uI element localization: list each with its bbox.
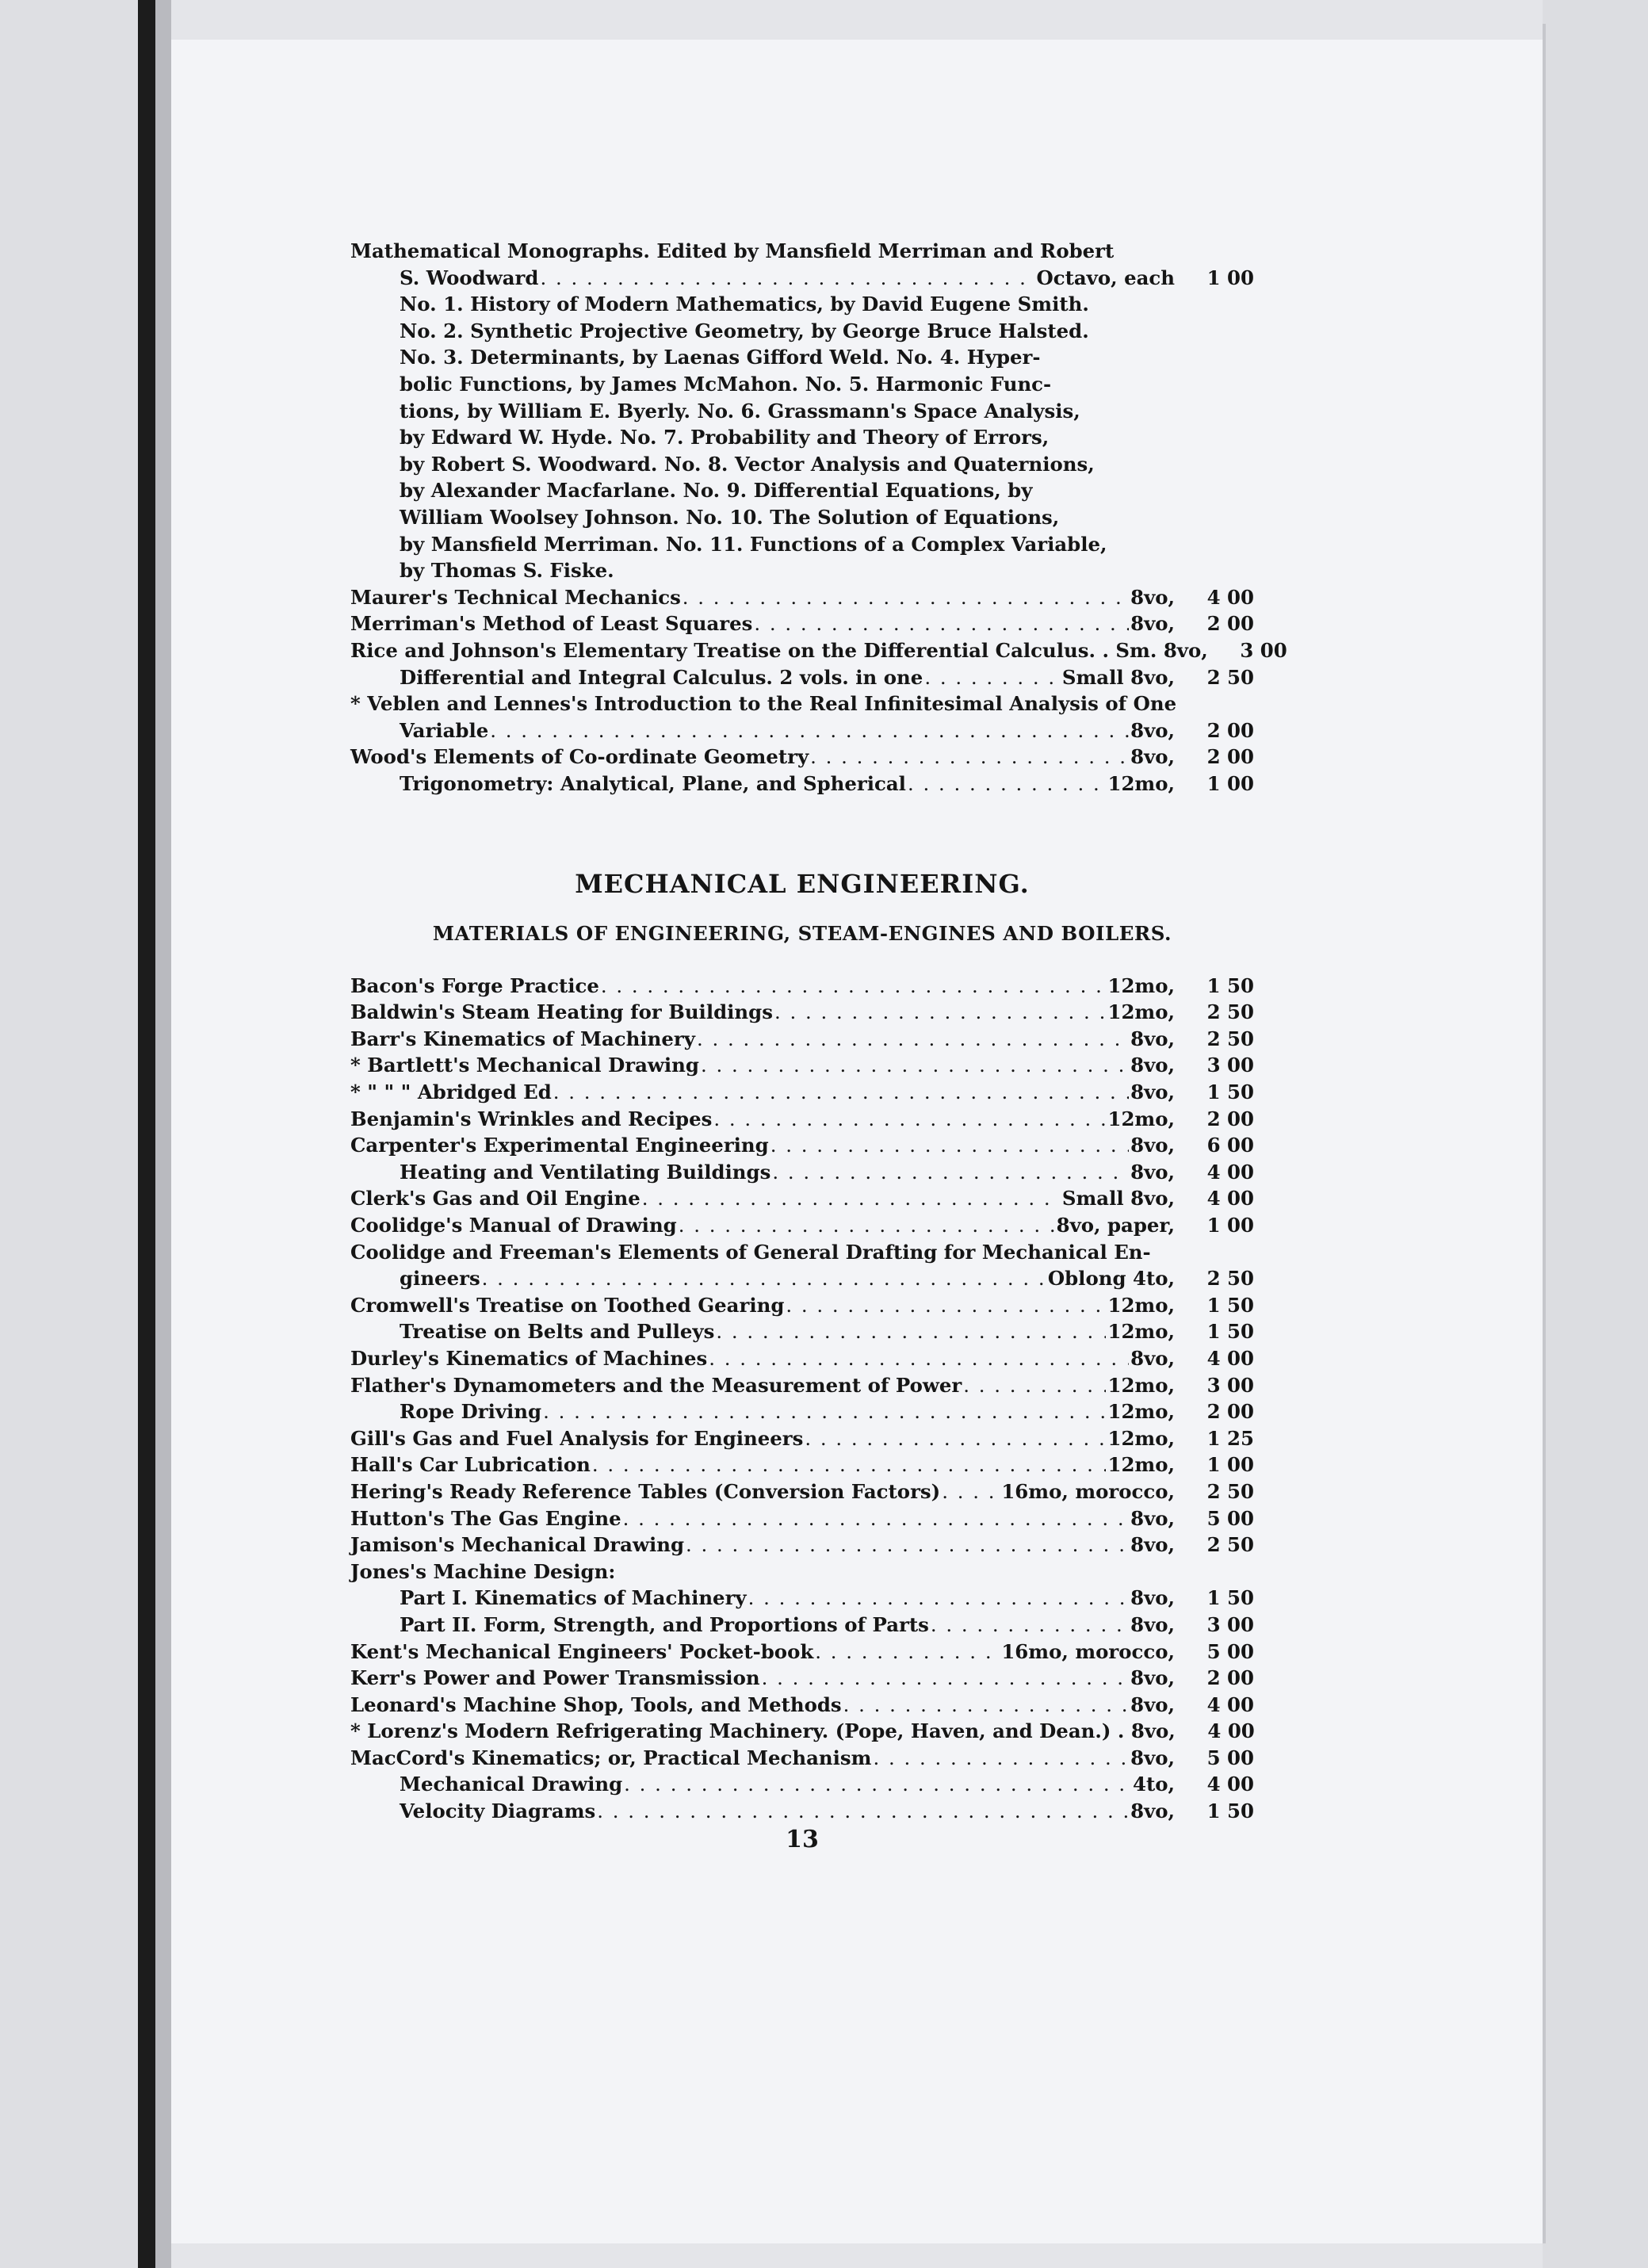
entry-title: Carpenter's Experimental Engineering — [350, 1134, 769, 1157]
entry-title: Kerr's Power and Power Transmission — [350, 1666, 760, 1690]
entry-price: 2 50 — [1206, 665, 1254, 689]
entry-title: Durley's Kinematics of Machines — [350, 1346, 708, 1370]
catalog-entry — [350, 610, 1254, 637]
leader-dots — [873, 1745, 1129, 1772]
catalog-entry — [350, 1718, 1254, 1745]
leader-dots — [762, 1665, 1130, 1692]
entry-format: 8vo, — [1130, 1612, 1175, 1636]
mono-line: by Robert S. Woodward. No. 8. Vector Analysis and Quaternions, — [400, 452, 1095, 476]
catalog-entry — [350, 637, 1287, 664]
entry-price: 1 00 — [1206, 1214, 1254, 1237]
catalog-entry — [350, 999, 1254, 1026]
book-binding-shadow — [138, 0, 155, 2268]
entry-format: 8vo, — [1130, 1027, 1175, 1050]
monograph-list — [350, 291, 1254, 584]
entry-title: Barr's Kinematics of Machinery — [350, 1027, 695, 1050]
entry-format: 8vo, — [1130, 1080, 1175, 1104]
mono-line: by Thomas S. Fiske. — [400, 559, 614, 583]
entry-title: Hutton's The Gas Engine — [350, 1506, 621, 1530]
mono-line: bolic Functions, by James McMahon. No. 5. Harmonic Func- — [400, 372, 1052, 396]
entry-title: Leonard's Machine Shop, Tools, and Methods — [350, 1692, 842, 1716]
entry-format: 8vo, — [1130, 1054, 1175, 1077]
catalog-entry — [350, 1665, 1254, 1692]
leader-dots — [931, 1612, 1129, 1639]
catalog-entry — [350, 1692, 1254, 1719]
entry-price: 3 00 — [1206, 1373, 1254, 1397]
catalog-entry — [350, 1505, 1254, 1532]
entry-price: 5 00 — [1206, 1746, 1254, 1769]
entry-title: Differential and Integral Calculus. 2 vols. in one — [400, 665, 923, 689]
coolidge-line1: Coolidge and Freeman's Elements of General Drafting for Mechanical En- — [350, 1240, 1151, 1264]
entry-price: 1 50 — [1206, 1799, 1254, 1823]
mono-title-line1: Mathematical Monographs. Edited by Mansfield Merriman and Robert — [350, 239, 1115, 262]
leader-dots — [805, 1425, 1106, 1452]
leader-dots — [716, 1318, 1106, 1345]
entry-format: 8vo, — [1130, 1692, 1175, 1716]
mono-line: by Alexander Macfarlane. No. 9. Differential Equations, by — [400, 479, 1033, 503]
entry-format: 8vo, — [1130, 1506, 1175, 1530]
mono-line: No. 3. Determinants, by Laenas Gifford Weld. No. 4. Hyper- — [400, 346, 1041, 369]
catalog-entry — [350, 1425, 1254, 1452]
catalog-entry — [350, 1612, 1254, 1639]
entry-title: Coolidge's Manual of Drawing — [350, 1214, 677, 1237]
entry-price: 2 00 — [1206, 718, 1254, 742]
catalog-entry — [350, 1532, 1254, 1559]
section-subheading: MATERIALS OF ENGINEERING, STEAM-ENGINES AND BOILERS. — [432, 922, 1172, 946]
leader-dots — [908, 771, 1107, 797]
entries-group-d — [350, 1639, 1254, 1772]
catalog-entry — [350, 1798, 1254, 1825]
entry-price: 4 00 — [1207, 1719, 1255, 1743]
entry-format: 8vo, — [1130, 745, 1175, 769]
leader-dots — [490, 717, 1129, 744]
entry-price: 2 00 — [1206, 1400, 1254, 1424]
leader-dots — [642, 1185, 1061, 1212]
entry-format: 12mo, — [1107, 1400, 1175, 1424]
leader-dots — [924, 664, 1061, 691]
catalog-entry — [350, 664, 1254, 691]
entry-format: 8vo, — [1130, 1134, 1175, 1157]
mono-line: by Edward W. Hyde. No. 7. Probability and Theory of Errors, — [400, 426, 1050, 449]
entry-title: Gill's Gas and Fuel Analysis for Engineers — [350, 1426, 804, 1450]
entry-title: gineers — [400, 1267, 480, 1291]
entry-format: 12mo, — [1107, 1320, 1175, 1344]
entry-format: 8vo, — [1130, 1346, 1175, 1370]
entry-price: 1 50 — [1206, 973, 1254, 997]
entry-format: Small 8vo, — [1061, 665, 1175, 689]
entry-format: 16mo, morocco, — [1001, 1479, 1175, 1503]
entry-title: Variable — [400, 718, 489, 742]
leader-dots — [601, 973, 1107, 1000]
catalog-entry — [350, 1052, 1254, 1079]
entry-price: 6 00 — [1206, 1134, 1254, 1157]
entry-format: 8vo, — [1130, 612, 1175, 636]
entry-price: 2 00 — [1206, 1666, 1254, 1690]
mono-title-entry — [350, 265, 1254, 292]
entry-title: Mechanical Drawing — [400, 1773, 623, 1796]
leader-dots — [942, 1478, 1000, 1505]
entry-format: 8vo, — [1130, 1533, 1175, 1557]
entry-price: 2 50 — [1206, 1267, 1254, 1291]
entry-format: Oblong 4to, — [1047, 1267, 1175, 1291]
leader-dots — [772, 1159, 1129, 1186]
entry-price: 2 00 — [1206, 612, 1254, 636]
entry-format: 12mo, — [1107, 1453, 1175, 1477]
entry-title: Part I. Kinematics of Machinery — [400, 1586, 747, 1610]
entry-price: 5 00 — [1206, 1506, 1254, 1530]
entry-format: 12mo, — [1107, 1293, 1175, 1317]
entry-format: 12mo, — [1107, 973, 1175, 997]
entry-title: Trigonometry: Analytical, Plane, and Spherical — [400, 771, 906, 795]
mono-line: No. 1. History of Modern Mathematics, by David Eugene Smith. — [400, 293, 1089, 316]
entry-title: Heating and Ventilating Buildings — [400, 1160, 771, 1184]
leader-dots — [963, 1372, 1106, 1399]
leader-dots — [623, 1505, 1129, 1532]
catalog-entry — [350, 1292, 1254, 1319]
entry-title: Part II. Form, Strength, and Proportions of Parts — [400, 1612, 929, 1636]
entry-title: Rice and Johnson's Elementary Treatise on the Differential Calculus. . Sm. 8vo, — [350, 638, 1208, 662]
entry-title: Kent's Mechanical Engineers' Pocket-book — [350, 1639, 814, 1663]
entry-format: 4to, — [1133, 1773, 1175, 1796]
entry-title: Rope Driving — [400, 1400, 542, 1424]
mono-line: William Woolsey Johnson. No. 10. The Solution of Equations, — [400, 505, 1060, 529]
entry-price: 4 00 — [1206, 1346, 1254, 1370]
catalog-entry — [350, 1026, 1254, 1053]
entry-price: 2 50 — [1206, 1533, 1254, 1557]
entry-format: 8vo, — [1130, 1666, 1175, 1690]
mono-line: tions, by William E. Byerly. No. 6. Grassmann's Space Analysis, — [400, 399, 1080, 423]
leader-dots — [786, 1292, 1106, 1319]
leader-dots — [709, 1345, 1129, 1372]
entry-format: 8vo, — [1130, 718, 1175, 742]
binding-edge — [155, 0, 171, 2268]
entry-format: Octavo, each — [1036, 266, 1175, 289]
entry-price: 4 00 — [1206, 585, 1254, 609]
leader-dots — [624, 1771, 1131, 1798]
entry-price: 4 00 — [1206, 1773, 1254, 1796]
entries-group-a — [350, 973, 1254, 1239]
leader-dots — [597, 1798, 1129, 1825]
entry-title: * Lorenz's Modern Refrigerating Machinery. (Pope, Haven, and Dean.) . 8vo, — [350, 1719, 1176, 1743]
entry-price: 1 50 — [1206, 1586, 1254, 1610]
entry-title: S. Woodward — [400, 266, 539, 289]
section-heading: MECHANICAL ENGINEERING. — [575, 869, 1030, 900]
entry-title: Bacon's Forge Practice — [350, 973, 599, 997]
catalog-entry — [350, 1132, 1254, 1159]
leader-dots — [748, 1585, 1129, 1612]
leader-dots — [592, 1451, 1107, 1478]
entry-price: 3 00 — [1206, 1612, 1254, 1636]
leader-dots — [553, 1079, 1129, 1106]
entry-title: Maurer's Technical Mechanics — [350, 585, 681, 609]
entry-format: 8vo, paper, — [1056, 1214, 1175, 1237]
catalog-entry — [350, 1451, 1254, 1478]
entry-title: Merriman's Method of Least Squares — [350, 612, 753, 636]
entry-format: 12mo, — [1107, 771, 1175, 795]
page-number: 13 — [786, 1825, 819, 1853]
entry-title: Flather's Dynamometers and the Measurement of Power — [350, 1373, 962, 1397]
entry-title: Wood's Elements of Co-ordinate Geometry — [350, 745, 809, 769]
leader-dots — [543, 1398, 1106, 1425]
entry-format: 12mo, — [1107, 1107, 1175, 1130]
entries-group-b — [350, 1292, 1254, 1559]
catalog-entry — [350, 1185, 1254, 1212]
catalog-entry — [350, 1106, 1254, 1133]
entry-price: 1 25 — [1206, 1426, 1254, 1450]
leader-dots — [713, 1106, 1106, 1133]
leader-dots — [770, 1132, 1129, 1159]
entry-format: 12mo, — [1107, 1373, 1175, 1397]
entry-format: 8vo, — [1130, 1799, 1175, 1823]
entry-title: Jamison's Mechanical Drawing — [350, 1533, 685, 1557]
catalog-entry — [350, 1478, 1254, 1505]
entry-title: * " " " Abridged Ed — [350, 1080, 552, 1104]
veblen-line1: * Veblen and Lennes's Introduction to the Real Infinitesimal Analysis of One — [350, 692, 1177, 716]
catalog-entry — [350, 1771, 1254, 1798]
entry-format: 8vo, — [1130, 1586, 1175, 1610]
page-right-edge — [1543, 24, 1546, 2243]
entry-price: 1 50 — [1206, 1293, 1254, 1317]
entry-price: 2 50 — [1206, 1027, 1254, 1050]
scan-left-margin — [0, 0, 138, 2268]
entry-title: * Bartlett's Mechanical Drawing — [350, 1054, 699, 1077]
entry-title: Baldwin's Steam Heating for Buildings — [350, 1000, 773, 1024]
entry-price: 2 50 — [1206, 1000, 1254, 1024]
entry-price: 3 00 — [1206, 1054, 1254, 1077]
catalog-entry — [350, 771, 1254, 797]
entry-price: 1 50 — [1206, 1320, 1254, 1344]
catalog-entry — [350, 1585, 1254, 1612]
entry-format: 8vo, — [1130, 585, 1175, 609]
leader-dots — [701, 1052, 1129, 1079]
catalog-entry — [350, 1372, 1254, 1399]
leader-dots — [754, 610, 1129, 637]
entry-price: 1 50 — [1206, 1080, 1254, 1104]
jones-title: Jones's Machine Design: — [350, 1559, 616, 1583]
entry-price: 1 00 — [1206, 266, 1254, 289]
catalog-entry — [350, 1345, 1254, 1372]
catalog-entry — [350, 1265, 1254, 1292]
entry-format: 16mo, morocco, — [1001, 1639, 1175, 1663]
entry-price: 5 00 — [1206, 1639, 1254, 1663]
catalog-entry — [350, 744, 1254, 771]
scan-right-margin — [1543, 0, 1648, 2268]
entry-title: Benjamin's Wrinkles and Recipes — [350, 1107, 713, 1130]
entry-price: 2 00 — [1206, 1107, 1254, 1130]
entry-title: Hering's Ready Reference Tables (Conversion Factors) — [350, 1479, 941, 1503]
entry-format: 8vo, — [1130, 1746, 1175, 1769]
leader-dots — [679, 1212, 1055, 1239]
entry-price: 2 50 — [1206, 1479, 1254, 1503]
entries-group-c — [350, 1585, 1254, 1638]
catalog-entry — [350, 1079, 1254, 1106]
entry-price: 4 00 — [1206, 1187, 1254, 1210]
entry-title: Velocity Diagrams — [400, 1799, 596, 1823]
leader-dots — [843, 1692, 1129, 1719]
entries-group-e — [350, 1771, 1254, 1824]
entry-format: 8vo, — [1130, 1160, 1175, 1184]
entry-price: 3 00 — [1240, 638, 1287, 662]
catalog-entry — [350, 584, 1254, 611]
catalog-entry — [350, 1212, 1254, 1239]
catalog-entry — [350, 717, 1254, 744]
entry-title: Clerk's Gas and Oil Engine — [350, 1187, 640, 1210]
catalog-entry — [350, 1398, 1254, 1425]
leader-dots — [683, 584, 1129, 611]
mono-line: No. 2. Synthetic Projective Geometry, by George Bruce Halsted. — [400, 319, 1089, 342]
leader-dots — [815, 1639, 1000, 1666]
mono-line: by Mansfield Merriman. No. 11. Functions of a Complex Variable, — [400, 532, 1107, 556]
leader-dots — [697, 1026, 1129, 1053]
entry-title: Cromwell's Treatise on Toothed Gearing — [350, 1293, 785, 1317]
entry-price: 4 00 — [1206, 1692, 1254, 1716]
entry-title: Treatise on Belts and Pulleys — [400, 1320, 715, 1344]
entry-title: Hall's Car Lubrication — [350, 1453, 591, 1477]
catalog-entry — [350, 973, 1254, 1000]
catalog-entry — [350, 1159, 1254, 1186]
entry-price: 1 00 — [1206, 1453, 1254, 1477]
entry-price: 1 00 — [1206, 771, 1254, 795]
catalog-entry — [350, 1318, 1254, 1345]
leader-dots — [686, 1532, 1129, 1559]
leader-dots — [810, 744, 1129, 771]
entry-format: 12mo, — [1107, 1426, 1175, 1450]
page-content — [350, 238, 1287, 1853]
entry-price: 4 00 — [1206, 1160, 1254, 1184]
catalog-entry — [350, 1745, 1254, 1772]
entry-title: MacCord's Kinematics; or, Practical Mechanism — [350, 1746, 872, 1769]
entry-format: 12mo, — [1107, 1000, 1175, 1024]
leader-dots — [482, 1265, 1046, 1292]
catalog-entry — [350, 1639, 1254, 1666]
leader-dots — [774, 999, 1107, 1026]
entry-price: 2 00 — [1206, 745, 1254, 769]
leader-dots — [540, 265, 1034, 292]
entry-format: Small 8vo, — [1061, 1187, 1175, 1210]
